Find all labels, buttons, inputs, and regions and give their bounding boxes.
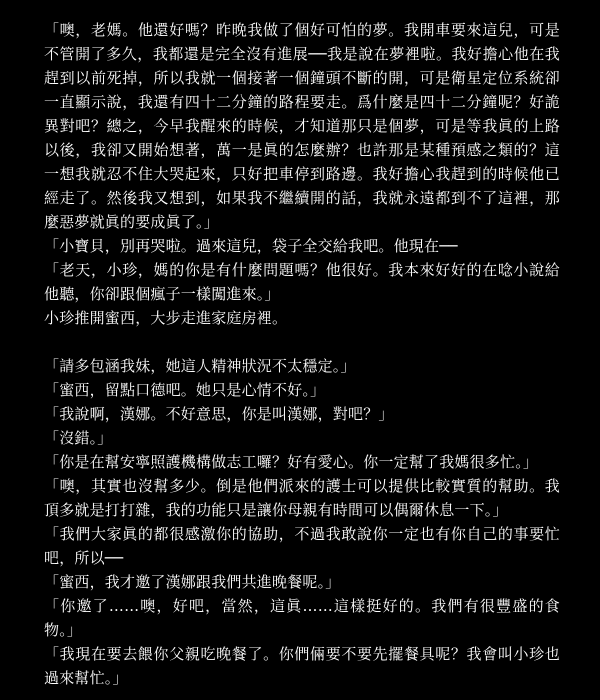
paragraph-jane-walks-in: 小珍推開蜜西，大步走進家庭房裡。 bbox=[44, 309, 288, 327]
paragraph-missy-apology: 「請多包涵我妹，她這人精神狀況不太穩定。」 bbox=[44, 357, 356, 375]
paragraph-missy-complaint: 「老天，小珍，媽的你是有什麼問題嗎？他很好。我本來好好的在唸小說給他聽，你卻跟個瘋子一樣闖進來。」 bbox=[44, 261, 560, 303]
paragraph-mother-comfort: 「小寶貝，別再哭啦。過來這兒，袋子全交給我吧。他現在── bbox=[44, 237, 458, 255]
paragraph-missy-volunteer: 「你是在幫安寧照護機構做志工囉？好有愛心。你一定幫了我媽很多忙。」 bbox=[44, 453, 539, 471]
paragraph-hannah-reply: 「噢，其實也沒幫多少。倒是他們派來的護士可以提供比較實質的幫助。我頂多就是打打雜，我的功能只是讓你母親有時間可以偶爾休息一下。」 bbox=[44, 477, 560, 519]
document-body bbox=[44, 18, 560, 690]
paragraph-mother-rebuke: 「蜜西，留點口德吧。她只是心情不好。」 bbox=[44, 381, 326, 399]
paragraph-missy-thanks: 「我們大家眞的都很感激你的協助，不過我敢說你一定也有你自己的事要忙吧，所以── bbox=[44, 525, 560, 567]
paragraph-mother-invite: 「蜜西，我才邀了漢娜跟我們共進晚餐呢。」 bbox=[44, 573, 341, 591]
paragraph-jane-dream: 「噢，老媽。他還好嗎？昨晚我做了個好可怕的夢。我開車要來這兒，可是不管開了多久，我都還是完全沒有進展──我是說在夢裡啦。我好擔心他在我趕到以前死掉，所以我就一個接著一個鐘頭不斷的開，可是衛星定位系統卻一直顯示說，我還有四十二分鐘的路程要走。爲什麼是四十二分鐘呢？好詭異對吧？總之，今早我醒來的時候，才知道那只是個夢，可是等我眞的上路以後，我卻又開始想著，萬一是眞的怎麼辦？也許那是某種預感之類的？這一想我就忍不住大哭起來，只好把車停到路邊。我好擔心我趕到的時候他已經走了。然後我又想到，如果我不繼續開的話，我就永遠都到不了這裡，那麼惡夢就眞的要成眞了。」 bbox=[44, 21, 560, 231]
paragraph-mother-dinner: 「我現在要去餵你父親吃晚餐了。你們倆要不要先擺餐具呢？我會叫小珍也過來幫忙。」 bbox=[44, 645, 560, 687]
paragraph-hannah-yes: 「沒錯。」 bbox=[44, 429, 113, 447]
paragraph-missy-food: 「你邀了……噢，好吧，當然，這眞……這樣挺好的。我們有很豐盛的食物。」 bbox=[44, 597, 560, 639]
paragraph-missy-hannah: 「我說啊，漢娜。不好意思，你是叫漢娜，對吧？」 bbox=[44, 405, 394, 423]
section-break bbox=[44, 330, 560, 354]
